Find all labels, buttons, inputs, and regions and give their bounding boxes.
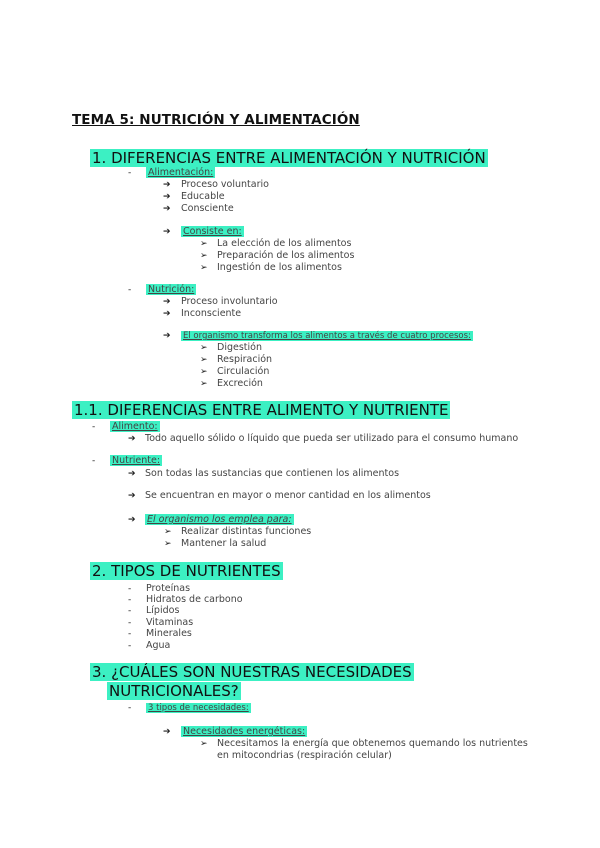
arrow-bullet: ➔: [128, 469, 136, 479]
list-item: Proceso voluntario: [181, 179, 269, 190]
list-item: Excreción: [217, 378, 263, 389]
arrow-bullet: ➔: [128, 434, 136, 444]
list-item: Digestión: [217, 342, 262, 353]
chevron-bullet: ➢: [200, 367, 208, 377]
tipos-label: 3 tipos de necesidades:: [148, 703, 249, 713]
dash-bullet: -: [128, 595, 132, 605]
nutriente-definition-2: Se encuentran en mayor o menor cantidad en los alimentos: [145, 490, 431, 501]
arrow-bullet: ➔: [128, 515, 136, 525]
chevron-bullet: ➢: [200, 239, 208, 249]
section-3-heading-line-2: NUTRICIONALES?: [109, 682, 239, 700]
chevron-bullet: ➢: [200, 379, 208, 389]
list-item: Realizar distintas funciones: [181, 526, 312, 537]
list-item: Proteínas: [146, 583, 191, 594]
chevron-bullet: ➢: [200, 263, 208, 273]
dash-bullet: -: [128, 618, 132, 628]
dash-bullet: -: [128, 629, 132, 639]
organismo-label: El organismo transforma los alimentos a través de cuatro procesos:: [183, 331, 471, 341]
alimento-definition: Todo aquello sólido o líquido que pueda ser utilizado para el consumo humano: [145, 433, 519, 444]
alimentacion-label: Alimentación:: [148, 167, 214, 178]
dash-bullet: -: [128, 584, 132, 594]
emplea-label: El organismo los emplea para:: [147, 514, 292, 525]
section-2-heading: 2. TIPOS DE NUTRIENTES: [92, 562, 281, 580]
list-item: Circulación: [217, 366, 270, 377]
section-3-heading-line-1: 3. ¿CUÁLES SON NUESTRAS NECESIDADES: [92, 663, 412, 681]
list-item: Respiración: [217, 354, 273, 365]
dash-bullet: -: [92, 456, 96, 466]
dash-bullet: -: [128, 641, 132, 651]
section-1-1-heading: 1.1. DIFERENCIAS ENTRE ALIMENTO Y NUTRIENTE: [74, 401, 449, 419]
arrow-bullet: ➔: [163, 331, 171, 341]
arrow-bullet: ➔: [163, 180, 171, 190]
arrow-bullet: ➔: [163, 192, 171, 202]
nutricion-label: Nutrición:: [148, 284, 195, 295]
list-item: Minerales: [146, 628, 192, 639]
chevron-bullet: ➢: [200, 739, 208, 749]
chevron-bullet: ➢: [200, 251, 208, 261]
nutriente-label: Nutriente:: [112, 455, 161, 466]
arrow-bullet: ➔: [163, 309, 171, 319]
arrow-bullet: ➔: [163, 227, 171, 237]
list-item: Proceso involuntario: [181, 296, 278, 307]
energeticas-text-line-2: en mitocondrias (respiración celular): [217, 750, 392, 761]
arrow-bullet: ➔: [163, 297, 171, 307]
list-item: Vitaminas: [146, 617, 194, 628]
list-item: Ingestión de los alimentos: [217, 262, 342, 273]
dash-bullet: -: [128, 703, 132, 713]
chevron-bullet: ➢: [164, 527, 172, 537]
energeticas-label: Necesidades energéticas:: [183, 726, 306, 737]
chevron-bullet: ➢: [200, 343, 208, 353]
chevron-bullet: ➢: [200, 355, 208, 365]
list-item: Consciente: [181, 203, 234, 214]
nutriente-definition-1: Son todas las sustancias que contienen los alimentos: [145, 468, 400, 479]
arrow-bullet: ➔: [163, 727, 171, 737]
list-item: Inconsciente: [181, 308, 242, 319]
section-1-heading: 1. DIFERENCIAS ENTRE ALIMENTACIÓN Y NUTRICIÓN: [92, 149, 486, 167]
list-item: Mantener la salud: [181, 538, 267, 549]
list-item: Lípidos: [146, 605, 180, 616]
arrow-bullet: ➔: [128, 491, 136, 501]
arrow-bullet: ➔: [163, 204, 171, 214]
dash-bullet: -: [128, 168, 132, 178]
dash-bullet: -: [128, 606, 132, 616]
list-item: Preparación de los alimentos: [217, 250, 355, 261]
dash-bullet: -: [92, 422, 96, 432]
list-item: Hidratos de carbono: [146, 594, 243, 605]
chevron-bullet: ➢: [164, 539, 172, 549]
list-item: Educable: [181, 191, 225, 202]
list-item: La elección de los alimentos: [217, 238, 352, 249]
page-title: TEMA 5: NUTRICIÓN Y ALIMENTACIÓN: [72, 112, 360, 128]
energeticas-text-line-1: Necesitamos la energía que obtenemos quemando los nutrientes: [217, 738, 528, 749]
consiste-label: Consiste en:: [183, 226, 242, 237]
list-item: Agua: [146, 640, 171, 651]
alimento-label: Alimento:: [112, 421, 158, 432]
dash-bullet: -: [128, 285, 132, 295]
